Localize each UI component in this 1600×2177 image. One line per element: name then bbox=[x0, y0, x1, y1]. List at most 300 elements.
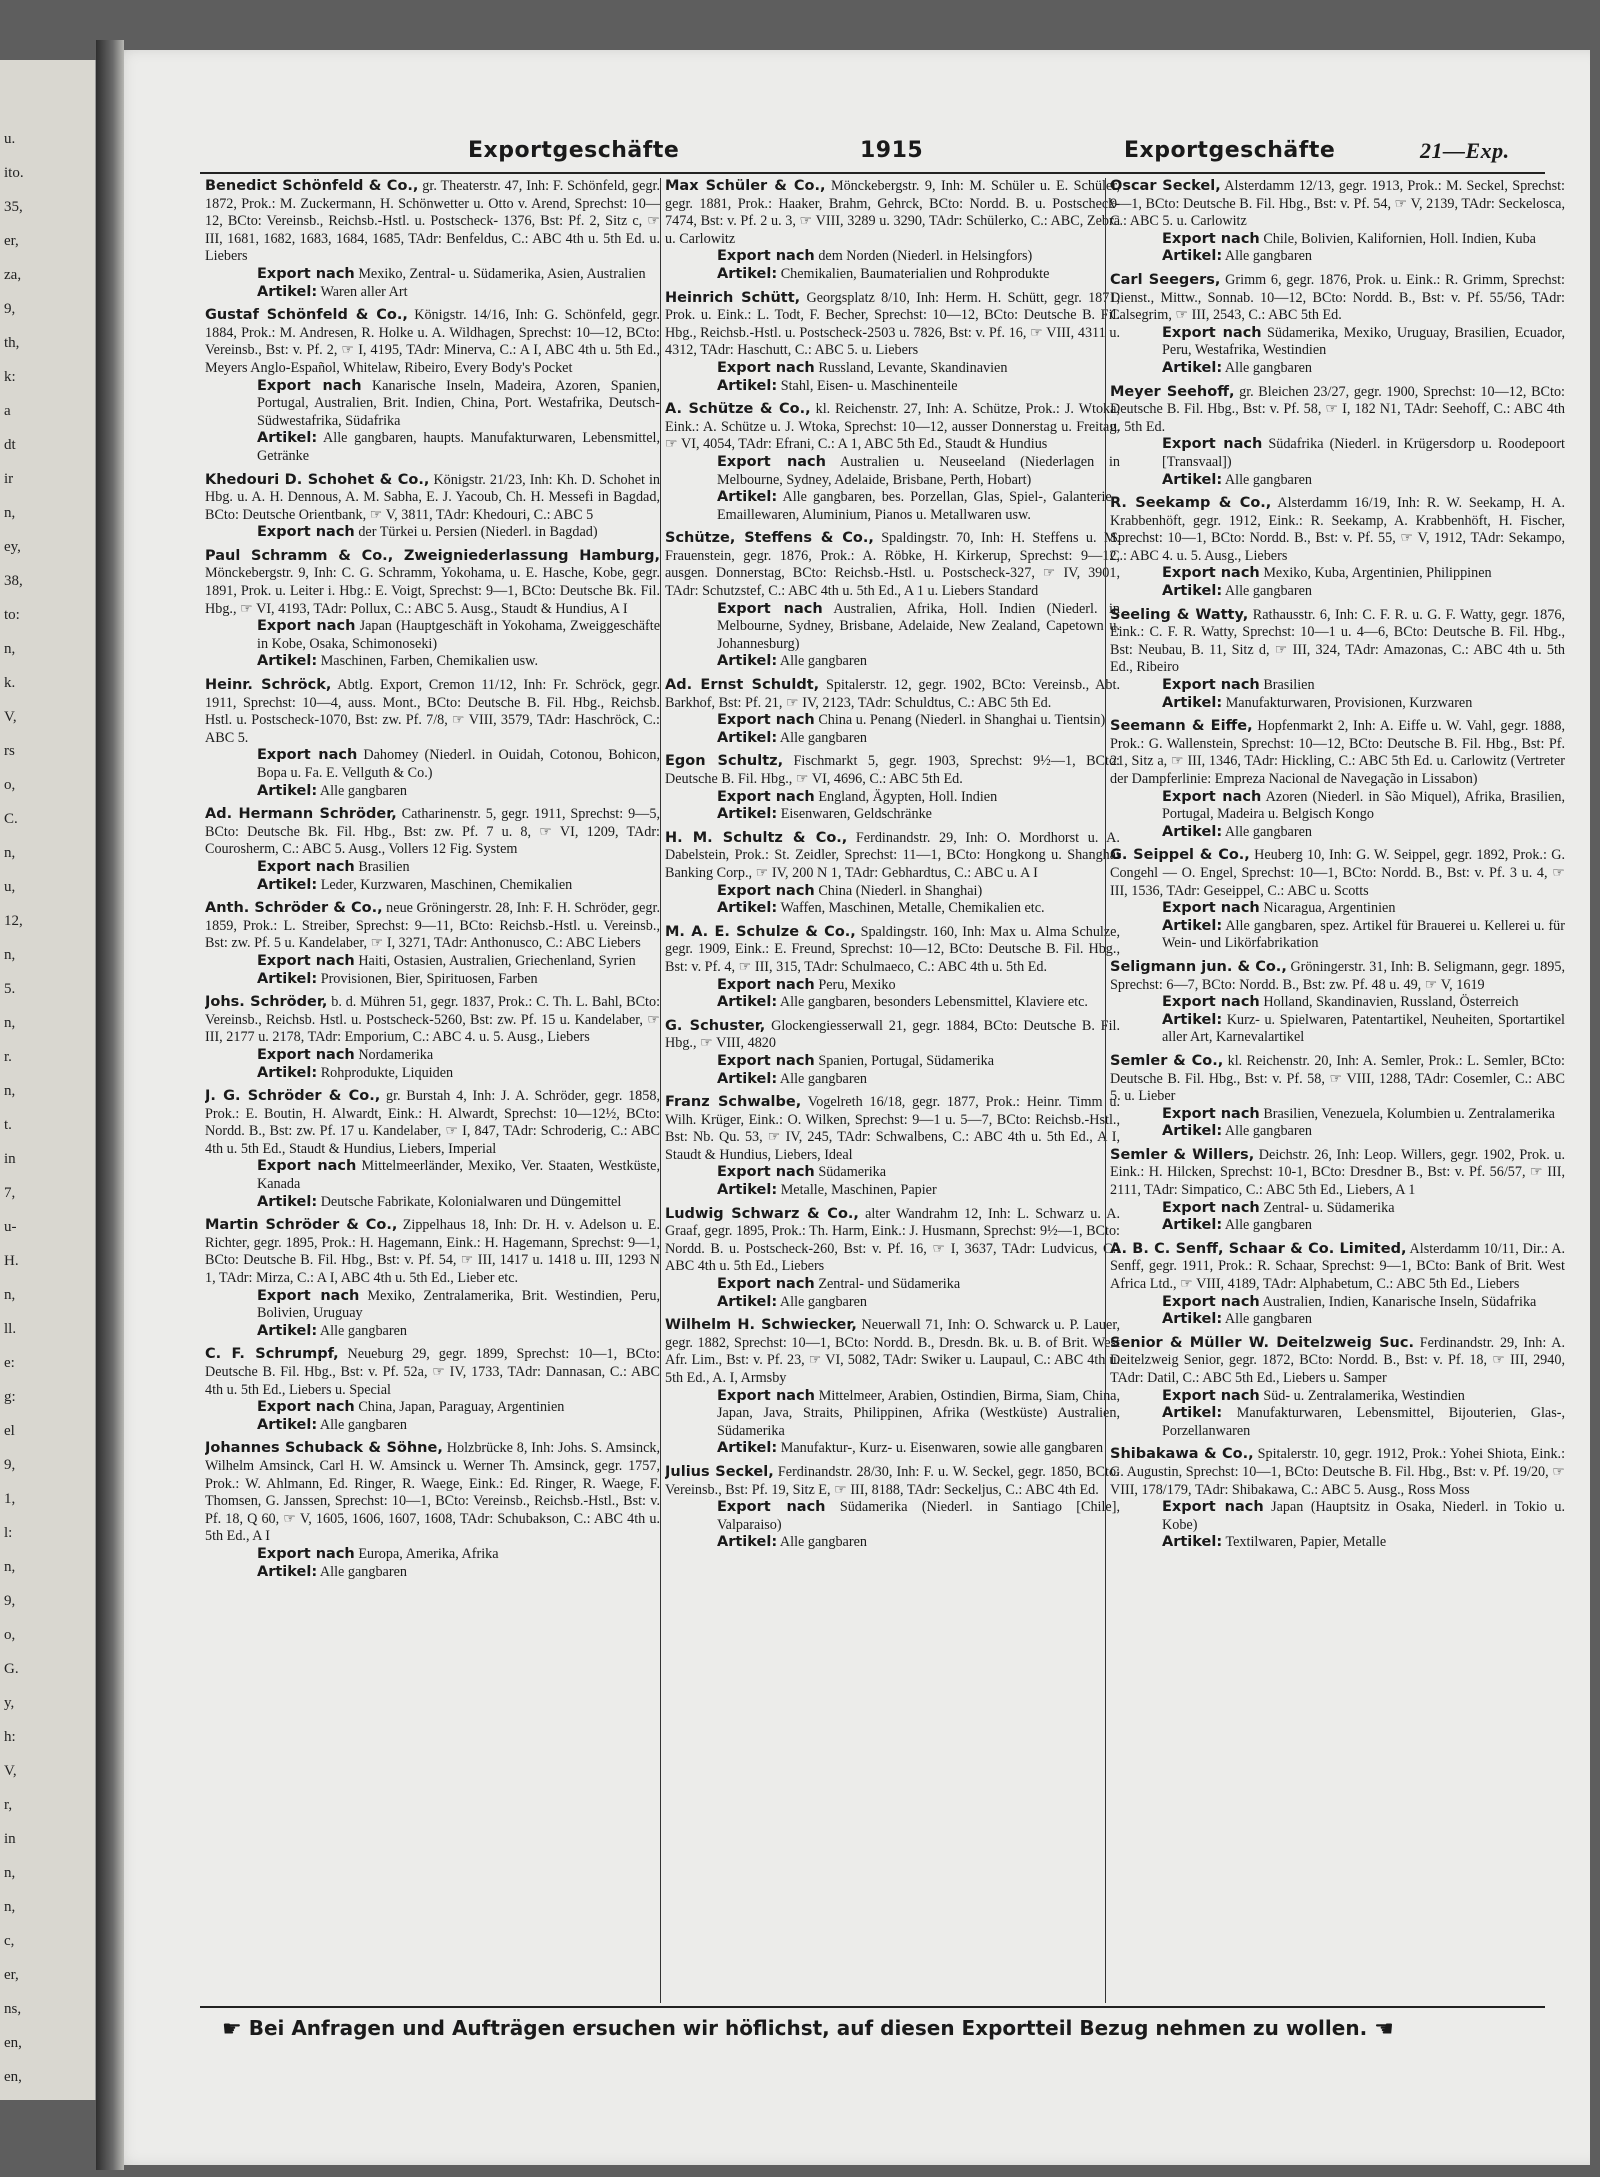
export-destinations: Brasilien, Venezuela, Kolumbien u. Zentralamerika bbox=[1263, 1105, 1555, 1122]
previous-page-fragment: G. bbox=[4, 1661, 19, 1677]
column-3 bbox=[1110, 178, 1565, 2003]
column-1 bbox=[205, 178, 660, 2003]
previous-page-fragment: n, bbox=[4, 845, 16, 861]
firm-entry bbox=[205, 1440, 660, 1581]
artikel-items: Metalle, Maschinen, Papier bbox=[780, 1182, 937, 1199]
export-label: Export nach bbox=[1162, 565, 1260, 582]
artikel-items: Rohprodukte, Liquiden bbox=[320, 1064, 454, 1081]
artikel-items: Alle gangbaren bbox=[779, 729, 867, 746]
previous-page-fragment: 9, bbox=[4, 301, 16, 317]
firm-entry bbox=[205, 178, 660, 301]
previous-page-fragment: ll. bbox=[4, 1321, 17, 1337]
firm-name: G. Schuster, bbox=[665, 1017, 766, 1034]
firm-entry bbox=[1110, 272, 1565, 378]
previous-page-fragment: ir bbox=[4, 471, 14, 487]
firm-entry bbox=[1110, 1335, 1565, 1441]
firm-entry bbox=[205, 472, 660, 542]
previous-page-fragment: V, bbox=[4, 709, 17, 725]
firm-entry bbox=[1110, 178, 1565, 266]
export-destinations: Brasilien bbox=[358, 858, 410, 875]
artikel-items: Alle gangbaren bbox=[1224, 471, 1312, 488]
firm-entry bbox=[205, 1346, 660, 1434]
previous-page-fragment: H. bbox=[4, 1253, 19, 1269]
page-header bbox=[0, 138, 1600, 174]
firm-name: Wilhelm H. Schwiecker, bbox=[665, 1317, 857, 1334]
firm-name: Ludwig Schwarz & Co., bbox=[665, 1205, 859, 1222]
previous-page-fragment: ey, bbox=[4, 539, 21, 555]
firm-name: Seligmann jun. & Co., bbox=[1110, 958, 1287, 975]
export-label: Export nach bbox=[1162, 788, 1262, 805]
artikel-label: Artikel: bbox=[1162, 694, 1223, 711]
export-label: Export nach bbox=[717, 359, 815, 376]
export-label: Export nach bbox=[1162, 1499, 1264, 1516]
firm-entry bbox=[665, 753, 1120, 823]
export-destinations: Europa, Amerika, Afrika bbox=[358, 1545, 499, 1562]
previous-page-fragment: u, bbox=[4, 879, 16, 895]
previous-page-fragment: 5. bbox=[4, 981, 16, 997]
export-label: Export nach bbox=[717, 1276, 815, 1293]
header-section-left: Exportgeschäfte bbox=[468, 138, 680, 163]
export-label: Export nach bbox=[717, 248, 815, 265]
artikel-items: Alle gangbaren bbox=[319, 1563, 407, 1580]
previous-page-fragment: in bbox=[4, 1151, 16, 1167]
previous-page-fragment: t. bbox=[4, 1117, 12, 1133]
firm-name: Max Schüler & Co., bbox=[665, 178, 826, 194]
export-destinations: Chile, Bolivien, Kalifornien, Holl. Indien, Kuba bbox=[1263, 230, 1536, 247]
column-2 bbox=[665, 178, 1120, 2003]
firm-details: Neueburg 29, gegr. 1899, Sprechst: 10—1, BCto: Deutsche B. Fil. Hbg., Bst: v. Pf. 52a, ☞ IV, 1733, TAdr: Dannasan, C.: ABC 4th u. 5th Ed., Liebers u. Special bbox=[205, 1346, 660, 1398]
firm-name: Benedict Schönfeld & Co., bbox=[205, 178, 419, 194]
export-destinations: Holland, Skandinavien, Russland, Österreich bbox=[1263, 994, 1519, 1011]
export-label: Export nach bbox=[717, 1387, 815, 1404]
firm-details: Abtlg. Export, Cremon 11/12, Inh: Fr. Schröck, gegr. 1911, Sprechst: 10—4, auss. Mont., BCto: Deutsche B. Fil. Hbg., Reichsb. Hstl. u. Postscheck-1070, Bst: zw. Pf. 7/8, ☞ VIII, 3579, TAdr: Haschröck, C.: ABC 5. bbox=[205, 677, 660, 746]
firm-details: Alsterdamm 10/11, Dir.: A. Senff, gegr. 1911, Prok.: R. Schaar, Sprechst: 9—1, BCto: Bank of Brit. West Africa Ltd., ☞ VIII, 4189, TAdr: Alphabetum, C.: ABC 5th Ed., Liebers bbox=[1110, 1240, 1565, 1293]
previous-page-fragment: g: bbox=[4, 1389, 16, 1405]
firm-details: Hopfenmarkt 2, Inh: A. Eiffe u. W. Vahl, gegr. 1888, Prok.: G. Wallenstein, Sprechst: 10—12, BCto: Deutsche B. Fil. Hbg., Bst: Pf. 21, Sitz a, ☞ III, 1346, TAdr: Hickling, C.: ABC 5th Ed. u. Carlowitz (Vertreter der Dampferlinie: Empreza Nacional de Navegação in Lissabon) bbox=[1110, 718, 1565, 787]
export-destinations: China u. Penang (Niederl. in Shanghai u. Tientsin) bbox=[818, 712, 1106, 729]
firm-details: Deichstr. 26, Inh: Leop. Willers, gegr. 1902, Prok. u. Eink.: H. Hilcken, Sprechst: 10-1, BCto: Dresdner B., Bst: v. Pf. 56/57, ☞ III, 2111, TAdr: Simpatico, C.: ABC 5th Ed., Liebers, A 1 bbox=[1110, 1146, 1565, 1199]
previous-page-fragment: n, bbox=[4, 1015, 16, 1031]
artikel-items: Stahl, Eisen- u. Maschinenteile bbox=[780, 377, 958, 394]
artikel-items: Alle gangbaren bbox=[779, 1070, 867, 1087]
export-label: Export nach bbox=[1162, 900, 1260, 917]
artikel-items: Alle gangbaren bbox=[1224, 583, 1312, 600]
artikel-label: Artikel: bbox=[717, 1440, 778, 1457]
firm-details: Königstr. 14/16, Inh: G. Schönfeld, gegr. 1884, Prok.: M. Andresen, R. Holke u. A. Wildhagen, Sprechst: 10—12, BCto: Vereinsb., Bst: v. Pf. 2, ☞ I, 4195, TAdr: Minerva, C.: A I, ABC 4th u. 5th Ed., Meyers Anglo-Español, Whitelaw, Ribeiro, Every Body's Pocket bbox=[205, 307, 660, 376]
artikel-items: Alle gangbaren, bes. Porzellan, Glas, Spiel-, Galanterie-, Emaillewaren, Aluminium, Pianos u. Metallwaren usw. bbox=[717, 489, 1120, 523]
previous-page-fragment: in bbox=[4, 1831, 16, 1847]
artikel-items: Alle gangbaren bbox=[779, 1534, 867, 1551]
export-label: Export nach bbox=[717, 712, 815, 729]
previous-page-fragment: 38, bbox=[4, 573, 23, 589]
firm-name: Senior & Müller W. Deitelzweig Suc. bbox=[1110, 1334, 1414, 1351]
export-label: Export nach bbox=[257, 1046, 355, 1063]
export-label: Export nach bbox=[717, 453, 826, 470]
previous-page-fragment: n, bbox=[4, 1083, 16, 1099]
firm-details: Spaldingstr. 70, Inh: H. Steffens u. M. Frauenstein, gegr. 1876, Prok.: A. Röbke, H. Kirkerup, Sprechst: 9—12, ausgen. Donnerstag, BCto: Reichsb.-Hstl. u. Postscheck-327, ☞ IV, 3901, TAdr: Schutzstef, C.: ABC 4th u. 5th Ed., A 1 u. Liebers Standard bbox=[665, 530, 1120, 600]
firm-entry bbox=[205, 1088, 660, 1211]
previous-page-fragment: 9, bbox=[4, 1593, 16, 1609]
header-year: 1915 bbox=[860, 138, 924, 163]
firm-name: C. F. Schrumpf, bbox=[205, 1346, 339, 1363]
export-label: Export nach bbox=[257, 265, 355, 282]
firm-details: gr. Theaterstr. 47, Inh: F. Schönfeld, gegr. 1872, Prok.: M. Zuckermann, H. Schönwetter u. Otto v. Arend, Sprechst: 10—12, BCto: Vereinsb., Reichsb.-Hstl. u. Postscheck- 1376, Bst: Pf. 2, Sitz c, ☞ III, 1681, 1682, 1683, 1684, 1685, TAdr: Benfeldus, C.: ABC 4th u. 5th Ed. u. Liebers bbox=[205, 178, 660, 265]
footer-rule bbox=[200, 2006, 1545, 2008]
export-destinations: Südamerika (Niederl. in Santiago [Chile], Valparaiso) bbox=[717, 1499, 1120, 1533]
firm-details: kl. Reichenstr. 20, Inh: A. Semler, Prok.: L. Semler, BCto: Deutsche B. Fil. Hbg., Bst: v. Pf. 58, ☞ VIII, 1288, TAdr: Cosemler, C.: ABC 5. u. Lieber bbox=[1110, 1052, 1565, 1105]
export-label: Export nach bbox=[1162, 1105, 1260, 1122]
firm-entry bbox=[205, 548, 660, 671]
firm-name: A. B. C. Senff, Schaar & Co. Limited, bbox=[1110, 1240, 1407, 1257]
export-destinations: Spanien, Portugal, Südamerika bbox=[818, 1052, 995, 1069]
firm-entry bbox=[1110, 495, 1565, 601]
artikel-label: Artikel: bbox=[717, 1293, 778, 1310]
firm-entry bbox=[665, 1317, 1120, 1458]
firm-name: Seeling & Watty, bbox=[1110, 606, 1249, 623]
previous-page-fragment: el bbox=[4, 1423, 15, 1439]
artikel-items: Eisenwaren, Geldschränke bbox=[780, 806, 932, 823]
artikel-label: Artikel: bbox=[257, 430, 318, 447]
firm-details: kl. Reichenstr. 27, Inh: A. Schütze, Prok.: J. Wtoka, Eink.: A. Schütze u. J. Wtoka, Sprechst: 10—12, ausser Donnerstag u. Freitag, ☞ VI, 4054, TAdr: Efrani, C.: A 1, ABC 5th Ed., Staudt & Hundius bbox=[665, 401, 1120, 453]
artikel-label: Artikel: bbox=[257, 970, 318, 987]
firm-entry bbox=[665, 677, 1120, 747]
previous-page-fragment: ito. bbox=[4, 165, 24, 181]
artikel-label: Artikel: bbox=[717, 729, 778, 746]
export-label: Export nach bbox=[1162, 324, 1262, 341]
firm-details: Spaldingstr. 160, Inh: Max u. Alma Schulze, gegr. 1909, Eink.: E. Freund, Sprechst: 10—12, BCto: Deutsche B. Fil. Hbg., Bst: v. Pf. 4, ☞ III, 315, TAdr: Schulmaeco, C.: ABC 4th u. 5th Ed. bbox=[665, 923, 1120, 975]
export-destinations: Australien, Indien, Kanarische Inseln, Südafrika bbox=[1262, 1293, 1537, 1310]
firm-entry bbox=[1110, 1053, 1565, 1141]
firm-details: Rathausstr. 6, Inh: C. F. R. u. G. F. Watty, gegr. 1876, Eink.: C. F. R. Watty, Sprechst: 10—1 u. 4—6, BCto: Deutsche B. Fil. Hbg., Bst: Neubau, B. 11, Sitz d, ☞ III, 324, TAdr: Amazonas, C.: ABC 4th u. 5th Ed., Ribeiro bbox=[1110, 606, 1565, 676]
export-destinations: China, Japan, Paraguay, Argentinien bbox=[358, 1399, 565, 1416]
export-label: Export nach bbox=[257, 858, 355, 875]
export-label: Export nach bbox=[717, 600, 823, 617]
firm-entry bbox=[1110, 384, 1565, 490]
firm-details: Ferdinandstr. 28/30, Inh: F. u. W. Seckel, gegr. 1850, BCto: Vereinsb., Bst: Pf. 19, Sitz E, ☞ III, 8188, TAdr: Seckeljus, C.: ABC 4th Ed. bbox=[665, 1463, 1120, 1498]
artikel-label: Artikel: bbox=[717, 994, 778, 1011]
previous-page-fragment: k. bbox=[4, 675, 16, 691]
artikel-label: Artikel: bbox=[1162, 1534, 1223, 1551]
previous-page-edge bbox=[0, 60, 97, 2100]
previous-page-fragment: th, bbox=[4, 335, 20, 351]
export-destinations: Nordamerika bbox=[358, 1046, 434, 1063]
firm-details: alter Wandrahm 12, Inh: L. Schwarz u. A. Graaf, gegr. 1895, Prok.: Th. Harm, Eink.: J. Husmann, Sprechst: 9½—1, BCto: Nordd. B. u. Postscheck-260, Bst: v. Pf. 16, ☞ I, 3637, TAdr: Ludvicus, C.: ABC 4th u. 5th Ed., Liebers bbox=[665, 1205, 1120, 1275]
export-label: Export nach bbox=[257, 952, 355, 969]
previous-page-fragment: 1, bbox=[4, 1491, 16, 1507]
export-destinations: Nicaragua, Argentinien bbox=[1263, 900, 1396, 917]
export-label: Export nach bbox=[717, 882, 815, 899]
previous-page-fragment: k: bbox=[4, 369, 16, 385]
artikel-items: Manufakturwaren, Provisionen, Kurzwaren bbox=[1225, 694, 1473, 711]
export-destinations: Kanarische Inseln, Madeira, Azoren, Spanien, Portugal, Australien, Brit. Indien, China, Port. Westafrika, Deutsch-Südwestafrika, Südafrika bbox=[257, 377, 660, 429]
artikel-label: Artikel: bbox=[257, 1193, 318, 1210]
artikel-label: Artikel: bbox=[1162, 1123, 1223, 1140]
firm-name: Ad. Ernst Schuldt, bbox=[665, 677, 820, 694]
firm-details: neue Gröningerstr. 28, Inh: F. H. Schröder, gegr. 1859, Prok.: L. Streiber, Sprechst: 9—11, BCto: Reichsb.-Hstl. u. Vereinsb., Bst: zw. Pf. 5 u. Kandelaber, ☞ I, 3271, TAdr: Anthonusco, C.: ABC Liebers bbox=[205, 900, 660, 952]
export-destinations: Haiti, Ostasien, Australien, Griechenland, Syrien bbox=[358, 952, 636, 969]
pointing-hand-right-icon: ☚ bbox=[1374, 2017, 1394, 2042]
header-section-right: Exportgeschäfte bbox=[1124, 138, 1336, 163]
firm-name: Julius Seckel, bbox=[665, 1463, 774, 1480]
firm-details: Spitalerstr. 10, gegr. 1912, Prok.: Yohei Shiota, Eink.: G. Augustin, Sprechst: 10—1, BCto: Deutsche B. Fil. Hbg., Bst: v. Pf. 19/20, ☞ VIII, 178/179, TAdr: Shibakawa, C.: ABC 5. Ausg., Ross Moss bbox=[1110, 1446, 1565, 1498]
firm-entry bbox=[205, 1217, 660, 1340]
firm-details: Alsterdamm 12/13, gegr. 1913, Prok.: M. Seckel, Sprechst: 9—1, BCto: Deutsche B. Fil. Hbg., Bst: v. Pf. 54, ☞ V, 2139, TAdr: Seckelosca, C.: ABC 5. u. Carlowitz bbox=[1110, 178, 1565, 230]
artikel-label: Artikel: bbox=[1162, 359, 1223, 376]
artikel-label: Artikel: bbox=[717, 900, 778, 917]
export-destinations: Südamerika bbox=[818, 1164, 887, 1181]
firm-entry bbox=[1110, 1147, 1565, 1235]
firm-details: Neuerwall 71, Inh: O. Schwarck u. P. Lauer, gegr. 1882, Sprechst: 10—1, BCto: Nordd. B., Dresdn. Bk. u. B. of Brit. West Afr. Lim., Bst: v. Pf. 23, ☞ VI, 5082, TAdr: Swiker u. Laupaul, C.: ABC 4th u. 5th Ed., A. I, Armsby bbox=[665, 1317, 1120, 1386]
export-label: Export nach bbox=[257, 1399, 355, 1416]
artikel-label: Artikel: bbox=[1162, 583, 1223, 600]
previous-page-fragment: c, bbox=[4, 1933, 15, 1949]
previous-page-fragment: a bbox=[4, 403, 11, 419]
artikel-items: Alle gangbaren, besonders Lebensmittel, Klaviere etc. bbox=[779, 994, 1088, 1011]
firm-name: Semler & Willers, bbox=[1110, 1146, 1255, 1163]
export-destinations: Japan (Hauptsitz in Osaka, Niederl. in Tokio u. Kobe) bbox=[1162, 1499, 1565, 1533]
artikel-items: Deutsche Fabrikate, Kolonialwaren und Düngemittel bbox=[320, 1193, 622, 1210]
export-destinations: dem Norden (Niederl. in Helsingfors) bbox=[818, 248, 1033, 265]
firm-details: Ferdinandstr. 29, Inh: O. Mordhorst u. A. Dabelstein, Prok.: St. Zeidler, Sprechst: 11—1, BCto: Hongkong u. Shanghai Banking Corp., ☞ IV, 200 N 1, TAdr: Gebhardtus, C.: ABC u. A I bbox=[665, 829, 1120, 881]
artikel-label: Artikel: bbox=[717, 265, 778, 282]
previous-page-fragment: o, bbox=[4, 1627, 16, 1643]
artikel-items: Alle gangbaren bbox=[319, 1322, 407, 1339]
previous-page-fragment: l: bbox=[4, 1525, 13, 1541]
export-label: Export nach bbox=[257, 618, 356, 635]
firm-entry bbox=[665, 178, 1120, 284]
export-destinations: China (Niederl. in Shanghai) bbox=[818, 882, 983, 899]
firm-entry bbox=[1110, 1241, 1565, 1329]
export-destinations: Mittelmeer, Arabien, Ostindien, Birma, Siam, China, Japan, Java, Straits, Philippinen, Afrika (Westküste) Australien, Südamerika bbox=[717, 1387, 1120, 1439]
artikel-items: Waren aller Art bbox=[320, 283, 408, 300]
export-label: Export nach bbox=[717, 976, 815, 993]
artikel-items: Manufakturwaren, Lebensmittel, Bijouterien, Glas-, Porzellanwaren bbox=[1162, 1405, 1565, 1439]
previous-page-fragment: ns, bbox=[4, 2001, 22, 2017]
previous-page-fragment: u. bbox=[4, 131, 16, 147]
firm-entry bbox=[665, 401, 1120, 524]
export-destinations: Zentral- u. Südamerika bbox=[1263, 1199, 1395, 1216]
artikel-label: Artikel: bbox=[257, 1064, 318, 1081]
firm-entry bbox=[665, 1464, 1120, 1552]
previous-page-fragment: V, bbox=[4, 1763, 17, 1779]
firm-name: Oscar Seckel, bbox=[1110, 178, 1221, 194]
firm-entry bbox=[1110, 959, 1565, 1047]
firm-details: Ferdinandstr. 29, Inh: A. Deitelzweig Senior, gegr. 1872, BCto: Nordd. B., Bst: v. Pf. 18, ☞ III, 2940, TAdr: Datil, C.: ABC 5th Ed., Liebers u. Samper bbox=[1110, 1334, 1565, 1386]
artikel-label: Artikel: bbox=[717, 806, 778, 823]
firm-details: Holzbrücke 8, Inh: Johs. S. Amsinck, Wilhelm Amsinck, Carl H. W. Amsinck u. Werner Th. Amsinck, gegr. 1757, Prok.: W. Ahlmann, Ed. Ringer, R. Waege, Eink.: Ed. Ringer, R. Waege, F. Thomsen, G. Janssen, Sprechst: 10—1, BCto: Vereinsb., Reichsb.-Hstl., Bst: v. Pf. 18, Q 60, ☞ V, 1605, 1606, 1607, 1608, TAdr: Schubakson, C.: ABC 4th u. 5th Ed., A I bbox=[205, 1440, 660, 1545]
firm-entry bbox=[205, 806, 660, 894]
artikel-items: Maschinen, Farben, Chemikalien usw. bbox=[320, 653, 539, 670]
firm-entry bbox=[665, 1206, 1120, 1312]
firm-name: Gustaf Schönfeld & Co., bbox=[205, 307, 408, 324]
firm-entry bbox=[1110, 718, 1565, 841]
previous-page-fragment: o, bbox=[4, 777, 16, 793]
artikel-label: Artikel: bbox=[257, 1416, 318, 1433]
firm-name: Seemann & Eiffe, bbox=[1110, 718, 1253, 735]
firm-entry bbox=[205, 307, 660, 465]
firm-details: Mönckebergstr. 9, Inh: M. Schüler u. E. Schüler, gegr. 1881, Prok.: Haaker, Brahm, Gehrck, BCto: Nordd. B. u. Postscheck- 7474, Bst: v. Pf. 2 u. 3, ☞ VIII, 3289 u. 3290, TAdr: Schülerko, C.: ABC, Zebra u. Carlowitz bbox=[665, 178, 1120, 247]
artikel-items: Textilwaren, Papier, Metalle bbox=[1225, 1534, 1387, 1551]
previous-page-fragment: n, bbox=[4, 1899, 16, 1915]
previous-page-fragment: rs bbox=[4, 743, 15, 759]
firm-name: Heinrich Schütt, bbox=[665, 289, 801, 306]
export-label: Export nach bbox=[257, 1287, 360, 1304]
previous-page-fragment: r. bbox=[4, 1049, 12, 1065]
previous-page-fragment: e: bbox=[4, 1355, 15, 1371]
artikel-label: Artikel: bbox=[1162, 1405, 1223, 1422]
firm-name: J. G. Schröder & Co., bbox=[205, 1088, 381, 1105]
export-destinations: Japan (Hauptgeschäft in Yokohama, Zweiggeschäfte in Kobe, Osaka, Schimonoseki) bbox=[257, 618, 660, 652]
firm-name: Ad. Hermann Schröder, bbox=[205, 806, 397, 823]
firm-entry bbox=[205, 677, 660, 800]
firm-entry bbox=[665, 290, 1120, 396]
previous-page-fragment: u- bbox=[4, 1219, 17, 1235]
export-label: Export nach bbox=[1162, 230, 1260, 247]
column-divider bbox=[1105, 178, 1106, 2003]
export-destinations: Dahomey (Niederl. in Ouidah, Cotonou, Bohicon, Bopa u. Fa. E. Vellguth & Co.) bbox=[257, 747, 660, 781]
header-rule bbox=[200, 172, 1545, 174]
firm-entry bbox=[205, 900, 660, 988]
previous-page-fragment: n, bbox=[4, 947, 16, 963]
artikel-items: Alle gangbaren bbox=[1224, 359, 1312, 376]
firm-details: Gröningerstr. 31, Inh: B. Seligmann, gegr. 1895, Sprechst: 6—7, BCto: Nordd. B., Bst: zw. Pf. 48 u. 49, ☞ V, 1619 bbox=[1110, 958, 1565, 993]
artikel-items: Alle gangbaren bbox=[779, 653, 867, 670]
export-label: Export nach bbox=[257, 377, 362, 394]
artikel-items: Alle gangbaren bbox=[1224, 823, 1312, 840]
export-destinations: Peru, Mexiko bbox=[818, 976, 896, 993]
firm-name: Franz Schwalbe, bbox=[665, 1094, 802, 1111]
export-label: Export nach bbox=[257, 524, 355, 541]
firm-entry bbox=[665, 530, 1120, 671]
export-destinations: England, Ägypten, Holl. Indien bbox=[818, 788, 998, 805]
artikel-label: Artikel: bbox=[1162, 1011, 1223, 1028]
firm-entry bbox=[205, 994, 660, 1082]
previous-page-fragment: er, bbox=[4, 233, 19, 249]
column-divider bbox=[660, 178, 661, 2003]
artikel-label: Artikel: bbox=[1162, 823, 1223, 840]
artikel-items: Alle gangbaren bbox=[1224, 1217, 1312, 1234]
firm-name: H. M. Schultz & Co., bbox=[665, 829, 848, 846]
export-label: Export nach bbox=[1162, 1199, 1260, 1216]
previous-page-fragment: n, bbox=[4, 641, 16, 657]
export-destinations: Azoren (Niederl. in São Miquel), Afrika, Brasilien, Portugal, Madeira u. Belgisch Kongo bbox=[1162, 788, 1565, 823]
firm-name: Paul Schramm & Co., Zweigniederlassung Hamburg, bbox=[205, 547, 660, 564]
firm-details: Alsterdamm 16/19, Inh: R. W. Seekamp, H. A. Krabbenhöft, gegr. 1912, Eink.: R. Seekamp, A. Krabbenhöft, H. Fischer, Sprechst: 10—1, BCto: Nordd. B., Bst: v. Pf. 55, ☞ V, 1912, TAdr: Sekampo, C.: ABC 4. u. 5. Ausg., Liebers bbox=[1110, 495, 1565, 564]
artikel-items: Alle gangbaren bbox=[1224, 248, 1312, 265]
previous-page-fragment: za, bbox=[4, 267, 22, 283]
artikel-items: Kurz- u. Spielwaren, Patentartikel, Neuheiten, Sportartikel aller Art, Karnevalartikel bbox=[1162, 1011, 1565, 1046]
firm-details: Georgsplatz 8/10, Inh: Herm. H. Schütt, gegr. 1871, Prok. u. Eink.: L. Todt, F. Becher, Sprechst: 10—12, BCto: Deutsche B. Fil. Hbg., Reichsb.-Hstl. u. Postscheck-2503 u. 7826, Bst: v. Pf. 16, ☞ VIII, 4311 u. 4312, TAdr: Haschutt, C.: ABC 5. u. Liebers bbox=[665, 289, 1120, 359]
artikel-items: Waffen, Maschinen, Metalle, Chemikalien etc. bbox=[780, 900, 1045, 917]
export-destinations: Russland, Levante, Skandinavien bbox=[818, 359, 1008, 376]
artikel-items: Alle gangbaren, haupts. Manufakturwaren, Lebensmittel, Getränke bbox=[257, 430, 660, 464]
export-label: Export nach bbox=[717, 1164, 815, 1181]
firm-details: Spitalerstr. 12, gegr. 1902, BCto: Vereinsb., Abt. Barkhof, Bst: Pf. 21, ☞ IV, 2123, TAdr: Schuldtus, C.: ABC 5th Ed. bbox=[665, 677, 1120, 711]
previous-page-fragment: C. bbox=[4, 811, 18, 827]
firm-name: A. Schütze & Co., bbox=[665, 401, 811, 418]
firm-details: Vogelreth 16/18, gegr. 1877, Prok.: Heinr. Timm u. Wilh. Krüger, Eink.: O. Wilken, Sprechst: 9—1 u. 5—7, BCto: Reichsb.-Hstl., Bst: Nb. Qu. 53, ☞ IV, 245, TAdr: Schwalbens, C.: ABC 4th u. 5th Ed., A I, Staudt & Hundius, Liebers, Ideal bbox=[665, 1094, 1120, 1163]
export-destinations: Südafrika (Niederl. in Krügersdorp u. Roodepoort [Transvaal]) bbox=[1162, 436, 1565, 470]
previous-page-fragment: r, bbox=[4, 1797, 13, 1813]
previous-page-fragment: h: bbox=[4, 1729, 16, 1745]
previous-page-fragment: to: bbox=[4, 607, 20, 623]
export-destinations: Mittelmeerländer, Mexiko, Ver. Staaten, Westküste, Kanada bbox=[257, 1158, 660, 1193]
export-destinations: Brasilien bbox=[1263, 677, 1315, 694]
firm-name: Johs. Schröder, bbox=[205, 994, 328, 1011]
previous-page-fragment: en, bbox=[4, 2035, 22, 2051]
artikel-label: Artikel: bbox=[1162, 248, 1223, 265]
artikel-items: Alle gangbaren bbox=[1224, 1311, 1312, 1328]
artikel-label: Artikel: bbox=[1162, 471, 1223, 488]
previous-page-fragment: 7, bbox=[4, 1185, 16, 1201]
export-label: Export nach bbox=[717, 1052, 815, 1069]
artikel-label: Artikel: bbox=[717, 377, 778, 394]
firm-entry bbox=[1110, 607, 1565, 713]
firm-entry bbox=[665, 924, 1120, 1012]
artikel-label: Artikel: bbox=[257, 653, 318, 670]
firm-name: Anth. Schröder & Co., bbox=[205, 900, 383, 917]
export-destinations: Australien u. Neuseeland (Niederlagen in Melbourne, Sydney, Adelaide, Brisbane, Perth, Hobart) bbox=[717, 453, 1120, 488]
firm-name: G. Seippel & Co., bbox=[1110, 847, 1250, 864]
artikel-label: Artikel: bbox=[717, 653, 778, 670]
page-number: 21—Exp. bbox=[1420, 138, 1510, 163]
previous-page-fragment: er, bbox=[4, 1967, 19, 1983]
artikel-label: Artikel: bbox=[257, 1563, 318, 1580]
previous-page-fragment: en, bbox=[4, 2069, 22, 2085]
firm-entry bbox=[1110, 1446, 1565, 1552]
export-destinations: der Türkei u. Persien (Niederl. in Bagdad) bbox=[358, 524, 598, 541]
artikel-items: Alle gangbaren, spez. Artikel für Brauerei u. Kellerei u. für Wein- und Likörfabrikation bbox=[1162, 917, 1565, 952]
artikel-items: Chemikalien, Baumaterialien und Rohprodukte bbox=[780, 265, 1050, 282]
export-label: Export nach bbox=[717, 788, 815, 805]
previous-page-fragment: dt bbox=[4, 437, 16, 453]
firm-details: Heuberg 10, Inh: G. W. Seippel, gegr. 1892, Prok.: G. Congehl — O. Engel, Sprechst: 10—1, BCto: Nordd. B., Bst: v. Pf. 3 u. 4, ☞ III, 1536, TAdr: Geseippel, C.: ABC u. Scotts bbox=[1110, 847, 1565, 899]
artikel-items: Alle gangbaren bbox=[779, 1293, 867, 1310]
firm-details: Mönckebergstr. 9, Inh: C. G. Schramm, Yokohama, u. E. Hasche, Kobe, gegr. 1891, Prok. u. Leiter i. Hbg.: E. Voigt, Sprechst: 9—1, BCto: Deutsche Bk. Fil. Hbg., ☞ VI, 4193, TAdr: Pollux, C.: ABC 5. Ausg., Staudt & Hundius, A I bbox=[205, 565, 660, 617]
artikel-items: Provisionen, Bier, Spirituosen, Farben bbox=[320, 970, 538, 987]
artikel-label: Artikel: bbox=[257, 876, 318, 893]
book-gutter bbox=[96, 40, 124, 2170]
export-label: Export nach bbox=[1162, 1293, 1260, 1310]
export-destinations: Süd- u. Zentralamerika, Westindien bbox=[1263, 1387, 1465, 1404]
firm-details: Zippelhaus 18, Inh: Dr. H. v. Adelson u. E. Richter, gegr. 1895, Prok.: H. Hagemann, Eink.: H. Hagemann, Sprechst: 9—1, BCto: Deutsche B. Fil. Hbg., Bst: v. Pf. 54, ☞ III, 1417 u. 1418 u. III, 1293 N 1, TAdr: Mirza, C.: A I, ABC 4th u. 5th Ed., Lieber etc. bbox=[205, 1217, 660, 1287]
artikel-label: Artikel: bbox=[717, 1070, 778, 1087]
firm-details: Fischmarkt 5, gegr. 1903, Sprechst: 9½—1, BCto: Deutsche B. Fil. Hbg., ☞ VI, 4696, C.: ABC 5th Ed. bbox=[665, 753, 1120, 787]
export-destinations: Mexiko, Zentralamerika, Brit. Westindien, Peru, Bolivien, Uruguay bbox=[257, 1287, 660, 1322]
firm-entry bbox=[1110, 847, 1565, 953]
previous-page-fragment: 35, bbox=[4, 199, 23, 215]
firm-details: b. d. Mühren 51, gegr. 1837, Prok.: C. Th. L. Bahl, BCto: Vereinsb., Reichsb. Hstl. u. Postscheck-5260, Bst: zw. Pf. 15 u. Kandelaber, ☞ III, 2177 u. 2178, TAdr: Emporium, C.: ABC 4. u. 5. Ausg., Liebers bbox=[205, 994, 660, 1046]
firm-name: Meyer Seehoff, bbox=[1110, 383, 1235, 400]
firm-name: Egon Schultz, bbox=[665, 753, 784, 770]
export-label: Export nach bbox=[1162, 436, 1263, 453]
firm-name: Johannes Schuback & Söhne, bbox=[205, 1440, 443, 1457]
firm-entry bbox=[665, 1094, 1120, 1200]
pointing-hand-left-icon: ☛ bbox=[222, 2017, 242, 2042]
firm-details: Grimm 6, gegr. 1876, Prok. u. Eink.: R. Grimm, Sprechst: Dienst., Mittw., Sonnab. 10—12, BCto: Nordd. B., Bst: v. Pf. 55/56, TAdr: Calsegrim, ☞ III, 2543, C.: ABC 5th Ed. bbox=[1110, 271, 1565, 324]
previous-page-fragment: n, bbox=[4, 1287, 16, 1303]
export-label: Export nach bbox=[717, 1499, 826, 1516]
export-destinations: Zentral- und Südamerika bbox=[818, 1276, 961, 1293]
artikel-items: Alle gangbaren bbox=[319, 782, 407, 799]
firm-details: Glockengiesserwall 21, gegr. 1884, BCto: Deutsche B. Fil. Hbg., ☞ VIII, 4820 bbox=[665, 1017, 1120, 1052]
firm-name: Martin Schröder & Co., bbox=[205, 1217, 398, 1234]
footer-text: Bei Anfragen und Aufträgen ersuchen wir höflichst, auf diesen Exportteil Bezug nehmen zu wollen. bbox=[248, 2016, 1368, 2040]
export-label: Export nach bbox=[1162, 677, 1260, 694]
export-label: Export nach bbox=[1162, 1387, 1260, 1404]
firm-name: Heinr. Schröck, bbox=[205, 677, 332, 694]
artikel-label: Artikel: bbox=[257, 283, 318, 300]
